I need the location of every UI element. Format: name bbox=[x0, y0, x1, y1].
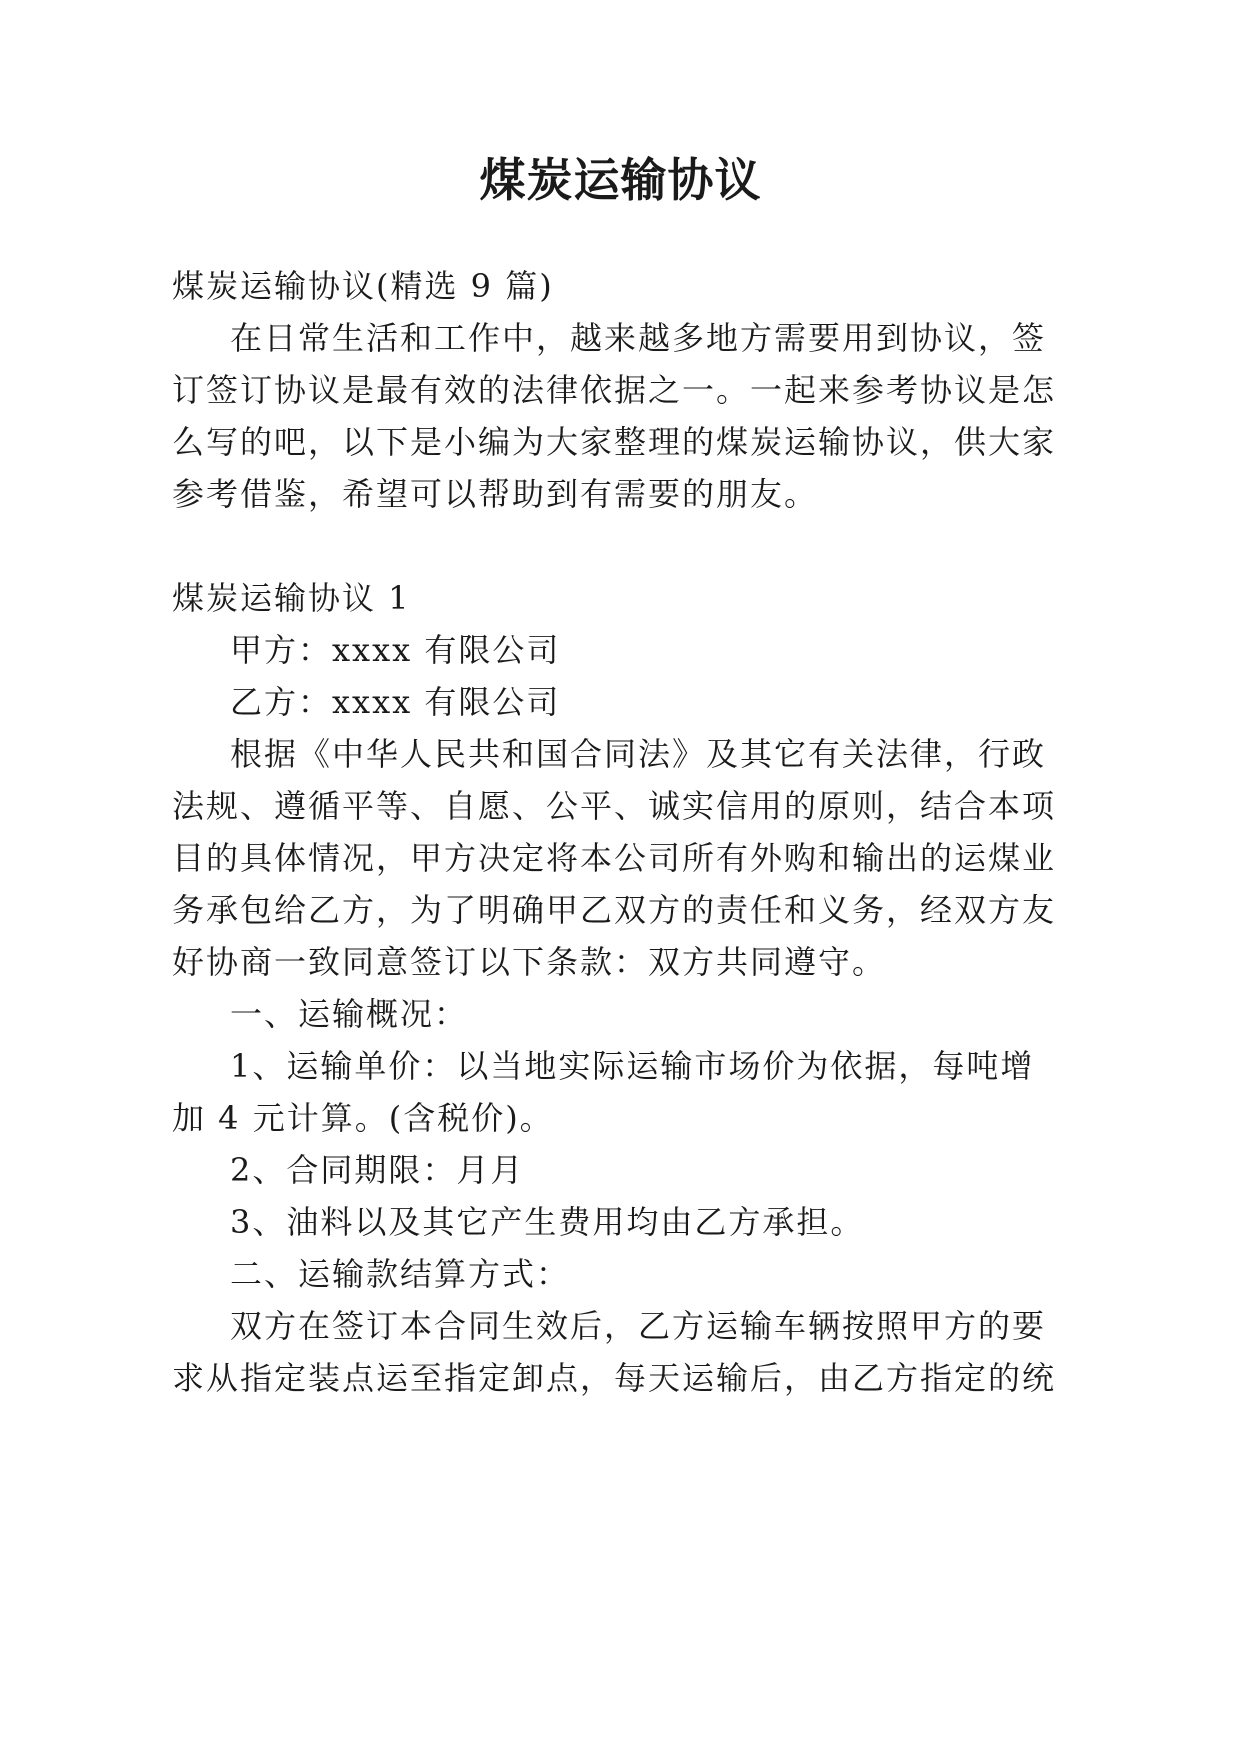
basis-line: 法规、遵循平等、自愿、公平、诚实信用的原则，结合本项 bbox=[172, 787, 1057, 825]
basis-line: 务承包给乙方，为了明确甲乙双方的责任和义务，经双方友 bbox=[172, 891, 1057, 929]
intro-line: 在日常生活和工作中，越来越多地方需要用到协议，签 bbox=[230, 319, 1047, 357]
document-subtitle: 煤炭运输协议(精选 9 篇) bbox=[172, 267, 554, 305]
clause-line: 2、合同期限：月月 bbox=[230, 1151, 525, 1189]
basis-line: 目的具体情况，甲方决定将本公司所有外购和输出的运煤业 bbox=[172, 839, 1057, 877]
intro-line: 参考借鉴，希望可以帮助到有需要的朋友。 bbox=[172, 475, 819, 513]
clause-line: 1、运输单价：以当地实际运输市场价为依据，每吨增 bbox=[230, 1047, 1035, 1085]
clause-line: 求从指定装点运至指定卸点，每天运输后，由乙方指定的统 bbox=[172, 1359, 1057, 1397]
clause-line: 3、油料以及其它产生费用均由乙方承担。 bbox=[230, 1203, 865, 1241]
basis-line: 根据《中华人民共和国合同法》及其它有关法律，行政 bbox=[230, 735, 1047, 773]
clause-line: 加 4 元计算。(含税价)。 bbox=[172, 1099, 554, 1137]
party-b: 乙方：xxxx 有限公司 bbox=[230, 683, 561, 721]
basis-line: 好协商一致同意签订以下条款：双方共同遵守。 bbox=[172, 943, 887, 981]
intro-line: 订签订协议是最有效的法律依据之一。一起来参考协议是怎 bbox=[172, 371, 1057, 409]
document-title: 煤炭运输协议 bbox=[479, 153, 762, 207]
party-a: 甲方：xxxx 有限公司 bbox=[230, 631, 561, 669]
section-heading: 煤炭运输协议 1 bbox=[172, 579, 411, 617]
clause-heading: 一、运输概况： bbox=[230, 995, 469, 1033]
clause-line: 双方在签订本合同生效后，乙方运输车辆按照甲方的要 bbox=[230, 1307, 1047, 1345]
intro-line: 么写的吧，以下是小编为大家整理的煤炭运输协议，供大家 bbox=[172, 423, 1057, 461]
clause-heading: 二、运输款结算方式： bbox=[230, 1255, 571, 1293]
